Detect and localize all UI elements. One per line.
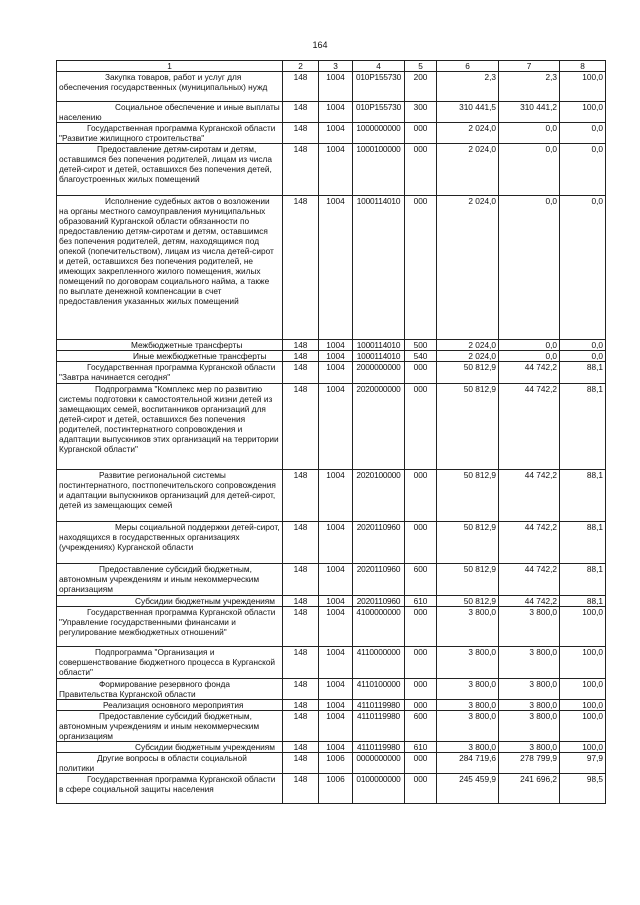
target-article-cell: 010Р155730	[353, 72, 405, 102]
grbs-cell: 148	[283, 196, 319, 340]
row-name-cell	[57, 596, 283, 607]
expense-type-cell: 000	[405, 753, 437, 774]
execution-percent-cell: 88,1	[560, 596, 606, 607]
table-row	[57, 522, 606, 564]
section-cell: 1004	[319, 72, 353, 102]
row-name: Межбюджетные трансферты	[131, 340, 243, 350]
table-row	[57, 742, 606, 753]
planned-amount-cell: 3 800,0	[437, 700, 499, 711]
table-row	[57, 679, 606, 700]
row-name: Государственная программа Курганской области в сфере социальной защиты населения	[59, 774, 276, 794]
executed-amount-cell: 0,0	[499, 144, 560, 196]
table-row	[57, 362, 606, 384]
target-article-cell: 0000000000	[353, 753, 405, 774]
row-name-cell	[57, 607, 283, 647]
expense-type-cell: 200	[405, 72, 437, 102]
execution-percent-cell: 100,0	[560, 711, 606, 742]
section-cell: 1004	[319, 362, 353, 384]
row-name-cell	[57, 340, 283, 351]
grbs-cell: 148	[283, 607, 319, 647]
row-name-cell	[57, 522, 283, 564]
planned-amount-cell: 2,3	[437, 72, 499, 102]
grbs-cell: 148	[283, 102, 319, 123]
expense-type-cell: 000	[405, 196, 437, 340]
execution-percent-cell: 0,0	[560, 340, 606, 351]
expense-type-cell: 000	[405, 362, 437, 384]
table-row	[57, 700, 606, 711]
row-name-cell	[57, 123, 283, 144]
execution-percent-cell: 100,0	[560, 700, 606, 711]
planned-amount-cell: 50 812,9	[437, 384, 499, 470]
row-name: Другие вопросы в области социальной политики	[59, 753, 247, 773]
row-name-cell	[57, 679, 283, 700]
expense-type-cell: 000	[405, 123, 437, 144]
target-article-cell: 4110000000	[353, 647, 405, 679]
column-number: 7	[499, 61, 560, 72]
table-row	[57, 102, 606, 123]
planned-amount-cell: 2 024,0	[437, 144, 499, 196]
section-cell: 1004	[319, 102, 353, 123]
planned-amount-cell: 2 024,0	[437, 123, 499, 144]
execution-percent-cell: 100,0	[560, 742, 606, 753]
grbs-cell: 148	[283, 340, 319, 351]
row-name: Субсидии бюджетным учреждениям	[135, 596, 275, 606]
execution-percent-cell: 100,0	[560, 102, 606, 123]
grbs-cell: 148	[283, 362, 319, 384]
planned-amount-cell: 50 812,9	[437, 522, 499, 564]
section-cell: 1004	[319, 340, 353, 351]
executed-amount-cell: 0,0	[499, 123, 560, 144]
executed-amount-cell: 44 742,2	[499, 384, 560, 470]
planned-amount-cell: 50 812,9	[437, 596, 499, 607]
executed-amount-cell: 0,0	[499, 196, 560, 340]
grbs-cell: 148	[283, 144, 319, 196]
table-row	[57, 351, 606, 362]
target-article-cell: 2020100000	[353, 470, 405, 522]
row-name: Государственная программа Курганской области "Развитие жилищного строительства"	[59, 123, 276, 143]
section-cell: 1004	[319, 742, 353, 753]
table-row	[57, 647, 606, 679]
grbs-cell: 148	[283, 679, 319, 700]
table-row	[57, 196, 606, 340]
row-name: Иные межбюджетные трансферты	[133, 351, 267, 361]
section-cell: 1004	[319, 711, 353, 742]
grbs-cell: 148	[283, 72, 319, 102]
target-article-cell: 010Р155730	[353, 102, 405, 123]
table-row	[57, 607, 606, 647]
executed-amount-cell: 3 800,0	[499, 647, 560, 679]
section-cell: 1004	[319, 522, 353, 564]
planned-amount-cell: 2 024,0	[437, 196, 499, 340]
grbs-cell: 148	[283, 596, 319, 607]
grbs-cell: 148	[283, 774, 319, 804]
table-body	[57, 72, 606, 804]
execution-percent-cell: 88,1	[560, 384, 606, 470]
row-name-cell	[57, 647, 283, 679]
planned-amount-cell: 3 800,0	[437, 679, 499, 700]
target-article-cell: 2020110960	[353, 596, 405, 607]
target-article-cell: 4110100000	[353, 679, 405, 700]
table-row	[57, 774, 606, 804]
target-article-cell: 4110119980	[353, 742, 405, 753]
expense-type-cell: 540	[405, 351, 437, 362]
grbs-cell: 148	[283, 564, 319, 596]
expense-type-cell: 610	[405, 742, 437, 753]
execution-percent-cell: 88,1	[560, 362, 606, 384]
expense-type-cell: 600	[405, 564, 437, 596]
executed-amount-cell: 3 800,0	[499, 700, 560, 711]
row-name-cell	[57, 384, 283, 470]
row-name: Формирование резервного фонда Правительства Курганской области	[59, 679, 230, 699]
row-name: Развитие региональной системы постинтернатного, постпопечительского сопровождения и адаптации выпускников организаций для детей-сирот, детей из замещающих семей	[59, 470, 276, 510]
grbs-cell: 148	[283, 384, 319, 470]
target-article-cell: 2020110960	[353, 522, 405, 564]
execution-percent-cell: 0,0	[560, 351, 606, 362]
planned-amount-cell: 3 800,0	[437, 607, 499, 647]
expense-type-cell: 000	[405, 522, 437, 564]
grbs-cell: 148	[283, 742, 319, 753]
row-name-cell	[57, 711, 283, 742]
planned-amount-cell: 310 441,5	[437, 102, 499, 123]
section-cell: 1004	[319, 123, 353, 144]
expense-type-cell: 000	[405, 384, 437, 470]
table-row	[57, 72, 606, 102]
executed-amount-cell: 44 742,2	[499, 362, 560, 384]
planned-amount-cell: 2 024,0	[437, 351, 499, 362]
section-cell: 1004	[319, 607, 353, 647]
row-name-cell	[57, 144, 283, 196]
row-name: Предоставление субсидий бюджетным, автономным учреждениям и иным некоммерческим организациям	[59, 564, 260, 594]
execution-percent-cell: 0,0	[560, 123, 606, 144]
grbs-cell: 148	[283, 470, 319, 522]
target-article-cell: 1000114010	[353, 196, 405, 340]
executed-amount-cell: 44 742,2	[499, 596, 560, 607]
row-name: Меры социальной поддержки детей-сирот, находящихся в государственных организациях (учреждениях) Курганской области	[59, 522, 280, 552]
expense-type-cell: 500	[405, 340, 437, 351]
executed-amount-cell: 278 799,9	[499, 753, 560, 774]
row-name-cell	[57, 700, 283, 711]
row-name: Субсидии бюджетным учреждениям	[135, 742, 275, 752]
target-article-cell: 1000114010	[353, 340, 405, 351]
section-cell: 1004	[319, 384, 353, 470]
row-name: Предоставление детям-сиротам и детям, оставшимся без попечения родителей, лицам из числа детей-сирот и детей, оставшихся без попечения детей, благоустроенных жилых помещений	[59, 144, 272, 184]
executed-amount-cell: 241 696,2	[499, 774, 560, 804]
row-name-cell	[57, 564, 283, 596]
target-article-cell: 4100000000	[353, 607, 405, 647]
expense-type-cell: 600	[405, 711, 437, 742]
execution-percent-cell: 100,0	[560, 647, 606, 679]
executed-amount-cell: 44 742,2	[499, 564, 560, 596]
execution-percent-cell: 88,1	[560, 564, 606, 596]
grbs-cell: 148	[283, 522, 319, 564]
expense-type-cell: 000	[405, 607, 437, 647]
execution-percent-cell: 0,0	[560, 144, 606, 196]
execution-percent-cell: 88,1	[560, 470, 606, 522]
executed-amount-cell: 44 742,2	[499, 470, 560, 522]
row-name: Исполнение судебных актов о возложении на органы местного самоуправления муниципальных образований Курганской области обязанности по предоставлению детям-сиротам и детям, оставшимся без попечения родителей, детям, находящимся под опекой (попечительством), лицам из числа детей-сирот и детей, оставшихся без попечения родителей, не имеющих закрепленного жилого помещения, жилых помещений по договорам социального найма, а также по выплате денежной компенсации в счет предоставления указанных жилых помещений	[59, 196, 274, 306]
row-name-cell	[57, 351, 283, 362]
table-row	[57, 470, 606, 522]
column-number: 6	[437, 61, 499, 72]
table-row	[57, 596, 606, 607]
executed-amount-cell: 310 441,2	[499, 102, 560, 123]
execution-percent-cell: 88,1	[560, 522, 606, 564]
target-article-cell: 1000114010	[353, 351, 405, 362]
planned-amount-cell: 50 812,9	[437, 362, 499, 384]
planned-amount-cell: 245 459,9	[437, 774, 499, 804]
table-row	[57, 384, 606, 470]
expense-type-cell: 000	[405, 647, 437, 679]
execution-percent-cell: 0,0	[560, 196, 606, 340]
expense-type-cell: 610	[405, 596, 437, 607]
table-row	[57, 123, 606, 144]
grbs-cell: 148	[283, 753, 319, 774]
target-article-cell: 1000000000	[353, 123, 405, 144]
grbs-cell: 148	[283, 700, 319, 711]
row-name-cell	[57, 742, 283, 753]
target-article-cell: 2020110960	[353, 564, 405, 596]
table-row	[57, 753, 606, 774]
row-name: Социальное обеспечение и иные выплаты населению	[59, 102, 280, 122]
row-name-cell	[57, 72, 283, 102]
planned-amount-cell: 3 800,0	[437, 742, 499, 753]
section-cell: 1004	[319, 564, 353, 596]
budget-table	[56, 60, 606, 804]
expense-type-cell: 000	[405, 700, 437, 711]
row-name: Государственная программа Курганской области "Завтра начинается сегодня"	[59, 362, 276, 382]
target-article-cell: 0100000000	[353, 774, 405, 804]
target-article-cell: 2020000000	[353, 384, 405, 470]
planned-amount-cell: 2 024,0	[437, 340, 499, 351]
target-article-cell: 1000100000	[353, 144, 405, 196]
execution-percent-cell: 97,9	[560, 753, 606, 774]
executed-amount-cell: 0,0	[499, 340, 560, 351]
section-cell: 1004	[319, 196, 353, 340]
column-number: 8	[560, 61, 606, 72]
row-name-cell	[57, 470, 283, 522]
row-name-cell	[57, 753, 283, 774]
target-article-cell: 4110119980	[353, 700, 405, 711]
row-name: Подпрограмма "Комплекс мер по развитию системы подготовки к самостоятельной жизни детей из замещающих семей, воспитанников организаций для детей-сирот и детей, оставшихся без попечения родителей, постинтернатного сопровождения и адаптации выпускников этих организаций на территории Курганской области"	[59, 384, 279, 454]
planned-amount-cell: 50 812,9	[437, 470, 499, 522]
planned-amount-cell: 50 812,9	[437, 564, 499, 596]
grbs-cell: 148	[283, 647, 319, 679]
row-name-cell	[57, 362, 283, 384]
execution-percent-cell: 100,0	[560, 72, 606, 102]
table-row	[57, 564, 606, 596]
row-name: Подпрограмма "Организация и совершенствование бюджетного процесса в Курганской области"	[59, 647, 276, 677]
target-article-cell: 2000000000	[353, 362, 405, 384]
section-cell: 1004	[319, 700, 353, 711]
row-name-cell	[57, 196, 283, 340]
planned-amount-cell: 3 800,0	[437, 711, 499, 742]
expense-type-cell: 000	[405, 679, 437, 700]
page-number: 164	[312, 40, 328, 50]
section-cell: 1004	[319, 596, 353, 607]
expense-type-cell: 300	[405, 102, 437, 123]
section-cell: 1004	[319, 351, 353, 362]
row-name: Закупка товаров, работ и услуг для обеспечения государственных (муниципальных) нужд	[59, 72, 268, 92]
executed-amount-cell: 3 800,0	[499, 742, 560, 753]
executed-amount-cell: 44 742,2	[499, 522, 560, 564]
table-row	[57, 340, 606, 351]
table-row	[57, 711, 606, 742]
execution-percent-cell: 98,5	[560, 774, 606, 804]
column-number: 1	[57, 61, 283, 72]
planned-amount-cell: 284 719,6	[437, 753, 499, 774]
section-cell: 1004	[319, 470, 353, 522]
executed-amount-cell: 3 800,0	[499, 679, 560, 700]
section-cell: 1004	[319, 647, 353, 679]
row-name: Государственная программа Курганской области "Управление государственными финансами и регулирование межбюджетных отношений"	[59, 607, 276, 637]
table-row	[57, 144, 606, 196]
section-cell: 1006	[319, 753, 353, 774]
expense-type-cell: 000	[405, 144, 437, 196]
column-number: 5	[405, 61, 437, 72]
expense-type-cell: 000	[405, 470, 437, 522]
grbs-cell: 148	[283, 351, 319, 362]
row-name-cell	[57, 102, 283, 123]
executed-amount-cell: 0,0	[499, 351, 560, 362]
executed-amount-cell: 3 800,0	[499, 711, 560, 742]
row-name-cell	[57, 774, 283, 804]
planned-amount-cell: 3 800,0	[437, 647, 499, 679]
executed-amount-cell: 2,3	[499, 72, 560, 102]
section-cell: 1004	[319, 679, 353, 700]
target-article-cell: 4110119980	[353, 711, 405, 742]
column-number: 3	[319, 61, 353, 72]
row-name: Предоставление субсидий бюджетным, автономным учреждениям и иным некоммерческим организациям	[59, 711, 260, 741]
grbs-cell: 148	[283, 123, 319, 144]
row-name: Реализация основного мероприятия	[103, 700, 244, 710]
section-cell: 1006	[319, 774, 353, 804]
execution-percent-cell: 100,0	[560, 607, 606, 647]
executed-amount-cell: 3 800,0	[499, 607, 560, 647]
section-cell: 1004	[319, 144, 353, 196]
column-number-header	[57, 61, 606, 72]
expense-type-cell: 000	[405, 774, 437, 804]
column-number: 2	[283, 61, 319, 72]
column-number: 4	[353, 61, 405, 72]
grbs-cell: 148	[283, 711, 319, 742]
execution-percent-cell: 100,0	[560, 679, 606, 700]
